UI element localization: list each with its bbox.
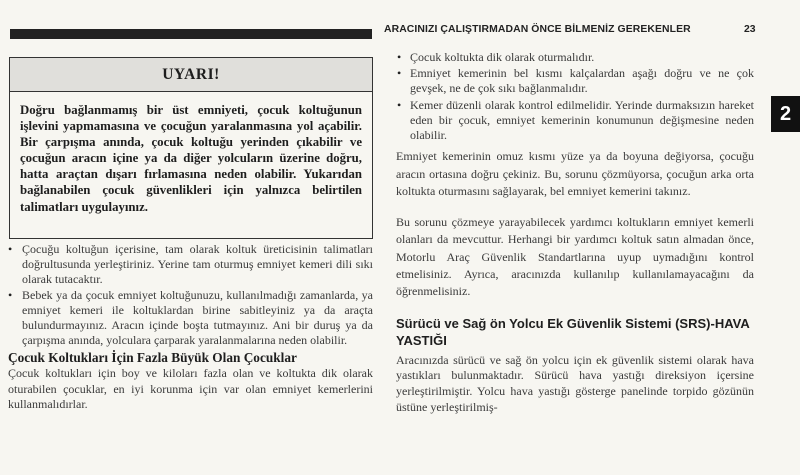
section-heading-airbag: Sürücü ve Sağ ön Yolcu Ek Güvenlik Sistemi (SRS)-HAVA YASTIĞI (396, 315, 750, 348)
right-bullet-list (396, 50, 754, 143)
warning-title: UYARI! (10, 58, 372, 92)
paragraph: Emniyet kemerinin omuz kısmı yüze ya da boyuna değiyorsa, çocuğu aracın ortasına doğru çekiniz. Bu, sorunu çözmüyorsa, çocuğun arka orta koltukta oturmasını sağlayarak, bel emniyet kemerini takınız. (396, 149, 754, 198)
paragraph: Bu sorunu çözmeye yarayabilecek yardımcı koltukların emniyet kemerli olanları da mevcuttur. Herhangi bir yardımcı koltuk satın almadan önce, Motorlu Araç Güvenlik Standartlarına uyup uymadığını kontrol etmelisiniz. Ayrıca, aracınızda kullanılıp kullanılamayacağını da öğrenmelisiniz. (396, 215, 754, 299)
paragraph: Çocuk koltukları için boy ve kiloları fazla olan ve koltukta dik olarak oturabilen çocuklar, en iyi korunma için var olan emniyet kemerlerini kullanmalıdırlar. (8, 366, 373, 412)
list-item: • Emniyet kemerinin bel kısmı kalçalardan aşağı doğru ve ne çok gevşek, ne de çok sıkı bağlanmalıdır. (396, 66, 754, 96)
chapter-tab: 2 (771, 96, 800, 132)
list-item: • Kemer düzenli olarak kontrol edilmelidir. Yerinde durmaksızın hareket eden bir çocuk, emniyet kemerinin konumunun değişmesine neden olabilir. (396, 98, 754, 144)
list-item: • Bebek ya da çocuk emniyet koltuğunuzu, kullanılmadığı zamanlarda, ya emniyet kemeri ile koltuklardan birine sabitleyiniz ya da araçta bulundurmayınız. Aracın içinde boşta tutmayınız. Ani bir duruş ya da çarpışma anında, yolculara çarparak yaralanmalarına neden olabilir. (8, 288, 373, 349)
header-rule-bar (10, 29, 372, 39)
paragraph: Aracınızda sürücü ve sağ ön yolcu için ek güvenlik sistemi olarak hava yastıkları bulunmaktadır. Sürücü hava yastığı direksiyon içersine yerleştirilmiştir. Yolcu hava yastığı gösterge panelinde torpido gözünün üstüne yerleştirilmiş- (396, 352, 754, 414)
running-head: ARACINIZI ÇALIŞTIRMADAN ÖNCE BİLMENİZ GEREKENLER (384, 24, 691, 35)
page-number: 23 (744, 24, 756, 35)
warning-text: Doğru bağlanmamış bir üst emniyeti, çocuk koltuğunun işlevini yapmamasına ve çocuğun yaralanmasına yol açabilir. Bir çarpışma anında, çocuk koltuğu yerinden çıkabilir ve çocuğun aracın içine ya da diğer yolcuların üzerine doğru, hatta araçtan dışarı fırlamasına neden olabilir. Yukarıdan bağlanabilen çocuk güvenlikleri için yalnızca belirtilen talimatları uygulayınız. (20, 103, 362, 214)
section-heading-oversized-children: Çocuk Koltukları İçin Fazla Büyük Olan Çocuklar (8, 350, 297, 366)
right-column (396, 50, 754, 416)
list-item: • Çocuğu koltuğun içerisine, tam olarak koltuk üreticisinin talimatları doğrultusunda yerleştiriniz. Yerine tam oturmuş emniyet kemeri dili sıkı olarak tutacaktır. (8, 242, 373, 288)
left-bullet-list (8, 242, 373, 348)
list-item: • Çocuk koltukta dik olarak oturmalıdır. (396, 50, 754, 65)
left-column (8, 242, 373, 413)
warning-box (9, 57, 373, 239)
